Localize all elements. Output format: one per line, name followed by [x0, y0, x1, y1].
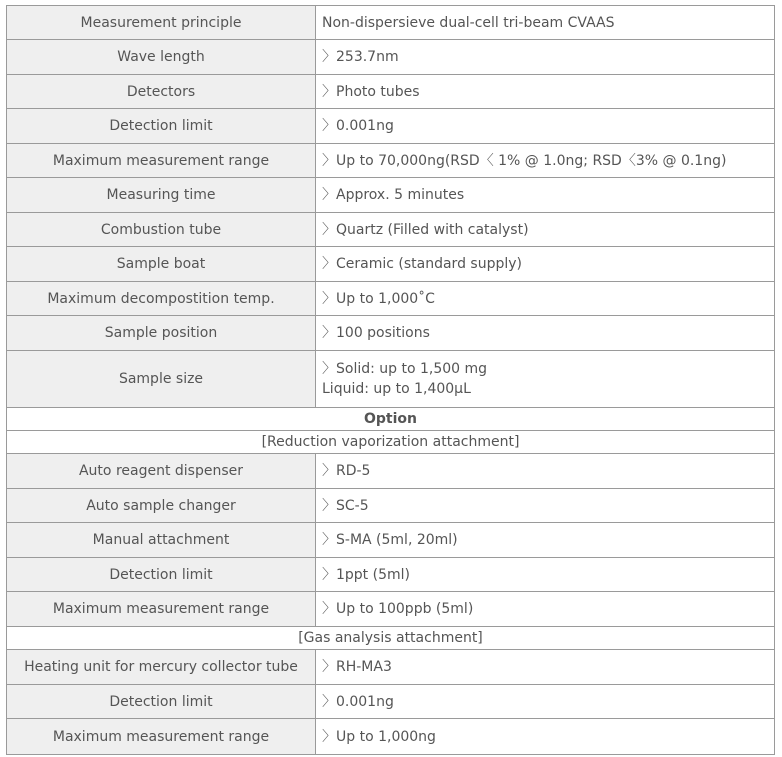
- spec-label: Measuring time: [7, 178, 316, 213]
- spec-label: Auto reagent dispenser: [7, 454, 316, 489]
- spec-label: Maximum measurement range: [7, 144, 316, 178]
- option-section-row: [7, 408, 775, 431]
- subsection-row: [7, 431, 775, 454]
- spec-value: 〉SC-5: [316, 489, 775, 523]
- spec-label: Heating unit for mercury collector tube: [7, 650, 316, 685]
- spec-value: 〉0.001ng: [316, 109, 775, 144]
- option-heading: Option: [7, 408, 775, 431]
- spec-value: 〉Quartz (Filled with catalyst): [316, 213, 775, 247]
- spec-label: Detection limit: [7, 685, 316, 719]
- value-line: Liquid: up to 1,400μL: [322, 381, 471, 397]
- spec-label: Measurement principle: [7, 6, 316, 40]
- table-row: [7, 523, 775, 558]
- table-row: [7, 558, 775, 592]
- spec-label: Auto sample changer: [7, 489, 316, 523]
- value-line: 〉Solid: up to 1,500 mg: [322, 361, 488, 377]
- spec-label: Maximum measurement range: [7, 592, 316, 627]
- spec-label: Combustion tube: [7, 213, 316, 247]
- spec-value: 〉0.001ng: [316, 685, 775, 719]
- table-row: [7, 489, 775, 523]
- spec-value: 〉RH-MA3: [316, 650, 775, 685]
- spec-value: Non-dispersieve dual-cell tri-beam CVAAS: [316, 6, 775, 40]
- table-row: [7, 109, 775, 144]
- spec-label: Maximum decompostition temp.: [7, 282, 316, 316]
- spec-value: 〉Ceramic (standard supply): [316, 247, 775, 282]
- table-row: [7, 685, 775, 719]
- spec-value: 〉Up to 1,000ng: [316, 719, 775, 755]
- table-row: [7, 719, 775, 755]
- spec-value: 〉Up to 70,000ng(RSD〈 1% @ 1.0ng; RSD〈3% @ 0.1ng): [316, 144, 775, 178]
- table-row: [7, 316, 775, 351]
- table-row: [7, 282, 775, 316]
- spec-value: 〉253.7nm: [316, 40, 775, 75]
- table-row: [7, 144, 775, 178]
- table-row: [7, 6, 775, 40]
- spec-value: 〉Photo tubes: [316, 75, 775, 109]
- table-row: [7, 650, 775, 685]
- subsection-row: [7, 627, 775, 650]
- specification-table: [6, 5, 775, 755]
- spec-label: Detectors: [7, 75, 316, 109]
- table-row: [7, 178, 775, 213]
- reduction-attachment-heading: [Reduction vaporization attachment]: [7, 431, 775, 454]
- spec-label: Sample size: [7, 351, 316, 408]
- gas-attachment-heading: [Gas analysis attachment]: [7, 627, 775, 650]
- table-row: [7, 40, 775, 75]
- table-row: [7, 247, 775, 282]
- table-row: [7, 213, 775, 247]
- spec-value: 〉1ppt (5ml): [316, 558, 775, 592]
- spec-value: 〉Up to 100ppb (5ml): [316, 592, 775, 627]
- spec-value: 〉100 positions: [316, 316, 775, 351]
- spec-value: [316, 351, 775, 408]
- table-row: [7, 454, 775, 489]
- spec-value: 〉Up to 1,000˚C: [316, 282, 775, 316]
- table-row: [7, 592, 775, 627]
- spec-label: Wave length: [7, 40, 316, 75]
- spec-label: Sample boat: [7, 247, 316, 282]
- table-row: [7, 351, 775, 408]
- spec-label: Sample position: [7, 316, 316, 351]
- spec-label: Manual attachment: [7, 523, 316, 558]
- table-row: [7, 75, 775, 109]
- spec-label: Maximum measurement range: [7, 719, 316, 755]
- spec-label: Detection limit: [7, 109, 316, 144]
- spec-value: 〉Approx. 5 minutes: [316, 178, 775, 213]
- spec-value: 〉S-MA (5ml, 20ml): [316, 523, 775, 558]
- spec-value: 〉RD-5: [316, 454, 775, 489]
- spec-label: Detection limit: [7, 558, 316, 592]
